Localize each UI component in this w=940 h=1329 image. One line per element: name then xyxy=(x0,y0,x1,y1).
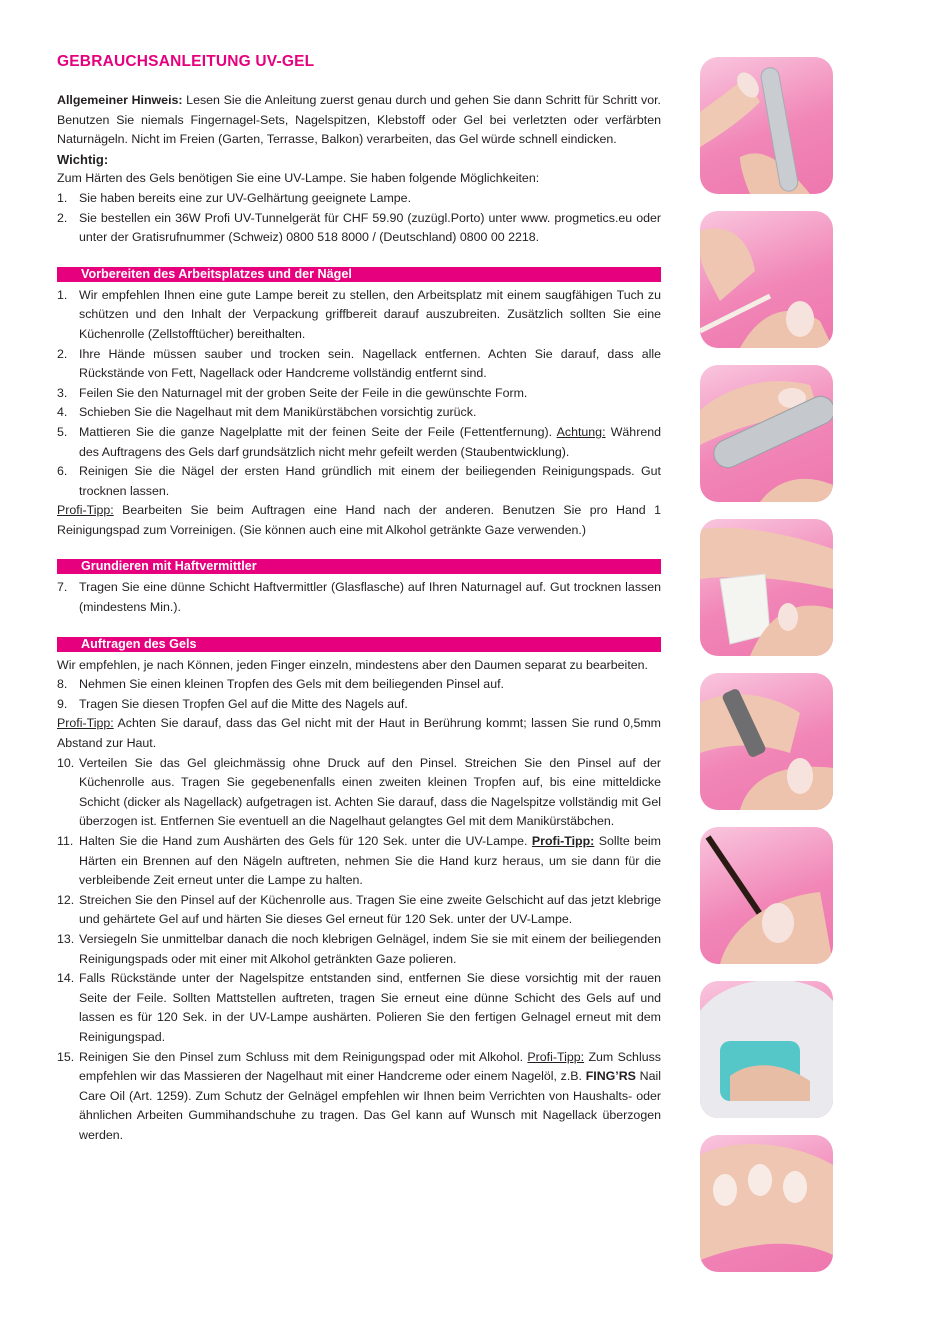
list-item xyxy=(57,403,661,423)
list-item xyxy=(57,675,661,695)
buffer-icon xyxy=(700,365,833,502)
item-number: 1. xyxy=(57,190,68,205)
uv-lamp-photo xyxy=(700,981,833,1118)
list-item xyxy=(57,969,661,1047)
photo-rail xyxy=(700,0,834,1329)
general-note-label: Allgemeiner Hinweis: xyxy=(57,93,183,107)
item-text: Tragen Sie eine dünne Schicht Haftvermittler (Glasflasche) auf Ihren Naturnagel auf. Gut trocknen lassen (mindestens Min.). xyxy=(79,580,661,615)
item-number: 14. xyxy=(57,971,75,986)
item-number: 5. xyxy=(57,424,68,439)
item-number: 6. xyxy=(57,464,68,479)
item-number: 7. xyxy=(57,580,68,595)
item-number: 12. xyxy=(57,892,75,907)
list-item xyxy=(57,695,661,715)
pro-tip xyxy=(57,501,661,540)
important-text: Zum Härten des Gels benötigen Sie eine UV-Lampe. Sie haben folgende Möglichkeiten: xyxy=(57,171,540,186)
item-text: Ihre Hände müssen sauber und trocken sein. Nagellack entfernen. Achten Sie darauf, dass alle Rückstände von Fett, Nagellack oder Handcreme vollständig entfernt sind. xyxy=(79,346,661,381)
important-label: Wichtig: xyxy=(57,151,109,167)
instruction-document xyxy=(57,52,661,1146)
important-list xyxy=(57,189,661,248)
page-title: GEBRAUCHSANLEITUNG UV-GEL xyxy=(57,53,315,70)
gel-list-b xyxy=(57,754,661,1146)
item-text: Nail Care Oil (Art. 1259). Zum Schutz der Gelnägel empfehlen wir Ihnen beim Verrichten von Haushalts- oder ähnlichen Arbeiten Gummihandschuhe zu tragen. Das Gel kann auf Wunsch mit Nagellack überzogen werden. xyxy=(79,1069,661,1142)
gel-brush-photo xyxy=(700,827,833,964)
list-item xyxy=(57,209,661,248)
item-number: 10. xyxy=(57,755,75,770)
list-item xyxy=(57,832,661,891)
uv-lamp-icon xyxy=(700,981,833,1118)
item-text: Verteilen Sie das Gel gleichmässig ohne Druck auf den Pinsel. Streichen Sie den Pinsel auf der Küchenrolle aus. Tragen Sie gegebenenfalls einen zweiten kleinen Tropfen auf, bis eine mitteldicke Schicht (dicker als Nagellack) aufgetragen ist. Achten Sie darauf, dass die Nagelspitze vollständig mit Gel überzogen ist. Entfernen Sie eventuell an die Nagelhaut gelangtes Gel mit dem Manikürstäbchen. xyxy=(79,755,661,829)
item-text: Mattieren Sie die ganze Nagelplatte mit der feinen Seite der Feile (Fettentfernung). xyxy=(79,424,553,439)
primer-bottle-photo xyxy=(700,673,833,810)
pro-tip-text: Achten Sie darauf, dass das Gel nicht mit der Haut in Berührung kommt; lassen Sie rund 0,5mm Abstand zur Haut. xyxy=(57,716,661,751)
item-text: Reinigen Sie den Pinsel zum Schluss mit dem Reinigungspad oder mit Alkohol. xyxy=(79,1049,528,1064)
item-number: 11. xyxy=(57,834,74,848)
list-item xyxy=(57,345,661,384)
gel-list-a xyxy=(57,675,661,714)
list-item xyxy=(57,1048,661,1146)
filing-nail-icon xyxy=(700,57,833,194)
item-text: Schieben Sie die Nagelhaut mit dem Manikürstäbchen vorsichtig zurück. xyxy=(79,405,477,420)
list-item xyxy=(57,384,661,404)
caution-text: Während des Auftragens des Gels darf grundsätzlich nicht mehr gefeilt werden (Staubentwicklung). xyxy=(79,424,661,459)
list-item xyxy=(57,286,661,345)
pro-tip-label: Profi-Tipp: xyxy=(531,834,595,848)
item-text: Sie haben bereits eine zur UV-Gelhärtung geeignete Lampe. xyxy=(79,190,412,205)
item-text: Streichen Sie den Pinsel auf der Küchenrolle aus. Tragen Sie eine zweite Gelschicht auf das jetzt klebrige und gehärtete Gel auf und härten Sie dieses Gel erneut für 120 Sek. unter der UV-Lampe. xyxy=(79,892,661,927)
list-item xyxy=(57,754,661,832)
item-text: Halten Sie die Hand zum Aushärten des Gels für 120 Sek. unter die UV-Lampe. xyxy=(79,834,532,848)
list-item xyxy=(57,423,661,462)
item-number: 4. xyxy=(57,405,68,420)
finished-nails-icon xyxy=(700,1135,833,1272)
item-number: 8. xyxy=(57,677,68,692)
pro-tip xyxy=(57,714,661,753)
list-item xyxy=(57,189,661,209)
caution-label: Achtung: xyxy=(556,424,606,439)
finished-nails-photo xyxy=(700,1135,833,1272)
item-text: Sie bestellen ein 36W Profi UV-Tunnelgerät für CHF 59.90 (zuzügl.Porto) unter www. progmetics.eu oder unter der Gratisrufnummer (Schweiz) 0800 518 8000 / (Deutschland) 0800 00 2218. xyxy=(79,210,661,245)
cleaning-pad-icon xyxy=(700,519,833,656)
gel-brush-icon xyxy=(700,827,833,964)
general-note xyxy=(57,91,661,150)
brand-name: FING’RS xyxy=(585,1069,636,1084)
list-item xyxy=(57,930,661,969)
pro-tip-label: Profi-Tipp: xyxy=(527,1049,585,1064)
pushing-cuticle-photo xyxy=(700,211,833,348)
item-number: 13. xyxy=(57,931,75,946)
item-number: 2. xyxy=(57,210,68,225)
pro-tip-text: Bearbeiten Sie beim Auftragen eine Hand nach der anderen. Benutzen Sie pro Hand 1 Reinigungspad zum Vorreinigen. (Sie können auch eine mit Alkohol getränkte Gaze verwenden.) xyxy=(57,503,661,537)
item-text: Versiegeln Sie unmittelbar danach die noch klebrigen Gelnägel, indem Sie sie mit einem der beiliegenden Reinigungspads oder mit einer mit Alkohol getränkten Gaze polieren. xyxy=(79,931,661,966)
gel-intro: Wir empfehlen, je nach Können, jeden Finger einzeln, mindestens aber den Daumen separat zu bearbeiten. xyxy=(57,657,648,672)
pro-tip-text: Sollte beim Härten ein Brennen auf den Nägeln auftreten, nehmen Sie die Hand kurz heraus, um sie dann für die verbleibende Zeit erneut unter die Lampe zu halten. xyxy=(79,834,661,888)
item-text: Feilen Sie den Naturnagel mit der groben Seite der Feile in die gewünschte Form. xyxy=(79,385,528,400)
cleaning-pad-photo xyxy=(700,519,833,656)
list-item xyxy=(57,891,661,930)
preparation-list xyxy=(57,286,661,502)
list-item xyxy=(57,462,661,501)
primer-list xyxy=(57,578,661,617)
cuticle-stick-icon xyxy=(700,211,833,348)
list-item xyxy=(57,578,661,617)
primer-bottle-icon xyxy=(700,673,833,810)
filing-nail-photo xyxy=(700,57,833,194)
section-heading-primer: Grundieren mit Haftvermittler xyxy=(57,559,661,574)
buffing-nail-photo xyxy=(700,365,833,502)
item-number: 15. xyxy=(57,1049,75,1064)
item-text: Nehmen Sie einen kleinen Tropfen des Gels mit dem beiliegenden Pinsel auf. xyxy=(79,677,504,692)
pro-tip-label: Profi-Tipp: xyxy=(57,503,114,518)
item-text: Tragen Sie diesen Tropfen Gel auf die Mitte des Nagels auf. xyxy=(79,696,408,711)
section-heading-gel: Auftragen des Gels xyxy=(57,637,661,652)
section-heading-preparation: Vorbereiten des Arbeitsplatzes und der Nägel xyxy=(57,267,661,282)
item-text: Zum Schluss empfehlen wir das Massieren der Nagelhaut mit einer Handcreme oder einem Nagelöl, z.B. xyxy=(79,1049,661,1084)
item-number: 3. xyxy=(57,385,68,400)
pro-tip-label: Profi-Tipp: xyxy=(57,716,114,731)
item-text: Falls Rückstände unter der Nagelspitze entstanden sind, entfernen Sie diese vorsichtig mit der rauen Seite der Feile. Sollten Mattstellen auftreten, tragen Sie erneut eine dünne Schicht des Gels auf und lassen es für 120 Sek. in der UV-Lampe aushärten. Polieren Sie den fertigen Gelnagel erneut mit dem Reinigungspad. xyxy=(79,971,661,1044)
item-text: Wir empfehlen Ihnen eine gute Lampe bereit zu stellen, den Arbeitsplatz mit einem saugfähigen Tuch zu schützen und den Inhalt der Verpackung griffbereit darauf auszubreiten. Zusätzlich sollten Sie eine Küchenrolle (Zellstofftücher) bereithalten. xyxy=(79,287,661,341)
item-number: 2. xyxy=(57,346,68,361)
item-number: 1. xyxy=(57,287,68,302)
item-text: Reinigen Sie die Nägel der ersten Hand gründlich mit einem der beiliegenden Reinigungspads. Gut trocknen lassen. xyxy=(79,464,661,498)
item-number: 9. xyxy=(57,696,68,711)
general-note-text: Lesen Sie die Anleitung zuerst genau durch und gehen Sie dann Schritt für Schritt vor. Benutzen Sie niemals Fingernagel-Sets, Nagelspitzen, Klebstoff oder Gel bei verletzten oder verfärbten Naturnägeln. Nicht im Freien (Garten, Terrasse, Balkon) verarbeiten, das Gel würde schnell eindicken. xyxy=(57,93,661,147)
